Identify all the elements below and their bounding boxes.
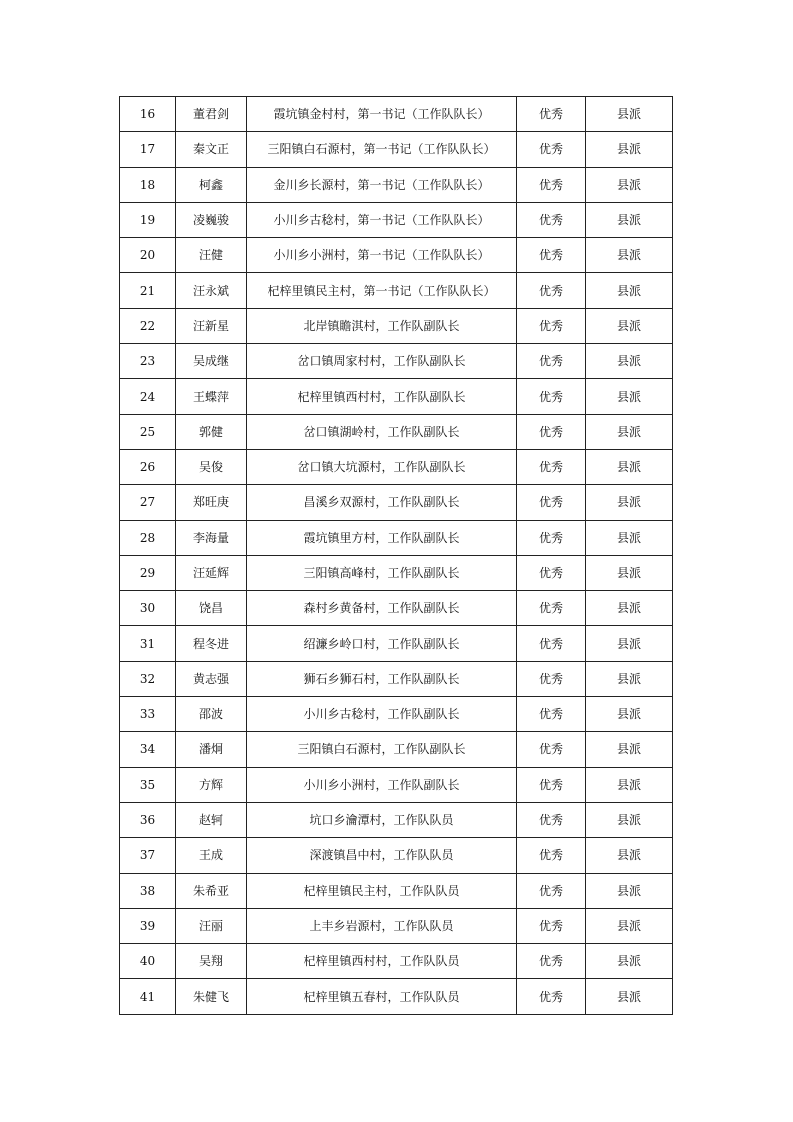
row-number-cell: 30	[120, 591, 176, 626]
table-row	[120, 308, 673, 343]
posting-cell: 三阳镇白石源村，工作队副队长	[247, 732, 517, 767]
person-name-cell: 李海量	[176, 520, 247, 555]
person-name-cell: 黄志强	[176, 661, 247, 696]
table-row	[120, 944, 673, 979]
evaluation-cell: 优秀	[517, 908, 586, 943]
row-number-cell: 20	[120, 238, 176, 273]
row-number-cell: 21	[120, 273, 176, 308]
row-number-cell: 40	[120, 944, 176, 979]
table-row	[120, 873, 673, 908]
table-row	[120, 697, 673, 732]
table-row	[120, 520, 673, 555]
dispatch-type-cell: 县派	[586, 308, 673, 343]
row-number-cell: 19	[120, 202, 176, 237]
posting-cell: 杞梓里镇西村村，工作队副队长	[247, 379, 517, 414]
person-name-cell: 朱健飞	[176, 979, 247, 1014]
row-number-cell: 26	[120, 449, 176, 484]
table-row	[120, 238, 673, 273]
evaluation-cell: 优秀	[517, 308, 586, 343]
row-number-cell: 37	[120, 838, 176, 873]
dispatch-type-cell: 县派	[586, 238, 673, 273]
evaluation-cell: 优秀	[517, 873, 586, 908]
dispatch-type-cell: 县派	[586, 132, 673, 167]
evaluation-cell: 优秀	[517, 132, 586, 167]
person-name-cell: 吴俊	[176, 449, 247, 484]
posting-cell: 岔口镇周家村村，工作队副队长	[247, 344, 517, 379]
table-row	[120, 732, 673, 767]
evaluation-cell: 优秀	[517, 238, 586, 273]
row-number-cell: 29	[120, 555, 176, 590]
table-row	[120, 591, 673, 626]
dispatch-type-cell: 县派	[586, 449, 673, 484]
evaluation-cell: 优秀	[517, 520, 586, 555]
posting-cell: 杞梓里镇民主村，工作队队员	[247, 873, 517, 908]
row-number-cell: 33	[120, 697, 176, 732]
posting-cell: 杞梓里镇民主村，第一书记（工作队队长）	[247, 273, 517, 308]
dispatch-type-cell: 县派	[586, 979, 673, 1014]
dispatch-type-cell: 县派	[586, 661, 673, 696]
person-name-cell: 潘炯	[176, 732, 247, 767]
row-number-cell: 16	[120, 97, 176, 132]
dispatch-type-cell: 县派	[586, 485, 673, 520]
dispatch-type-cell: 县派	[586, 344, 673, 379]
posting-cell: 杞梓里镇西村村，工作队队员	[247, 944, 517, 979]
evaluation-cell: 优秀	[517, 344, 586, 379]
evaluation-cell: 优秀	[517, 732, 586, 767]
table-row	[120, 273, 673, 308]
person-name-cell: 方辉	[176, 767, 247, 802]
person-name-cell: 赵轲	[176, 802, 247, 837]
row-number-cell: 28	[120, 520, 176, 555]
posting-cell: 杞梓里镇五春村，工作队队员	[247, 979, 517, 1014]
posting-cell: 岔口镇大坑源村，工作队副队长	[247, 449, 517, 484]
row-number-cell: 17	[120, 132, 176, 167]
dispatch-type-cell: 县派	[586, 591, 673, 626]
evaluation-cell: 优秀	[517, 273, 586, 308]
person-name-cell: 朱希亚	[176, 873, 247, 908]
posting-cell: 小川乡古稔村，第一书记（工作队队长）	[247, 202, 517, 237]
evaluation-cell: 优秀	[517, 449, 586, 484]
row-number-cell: 22	[120, 308, 176, 343]
person-name-cell: 秦文正	[176, 132, 247, 167]
posting-cell: 森村乡黄备村，工作队副队长	[247, 591, 517, 626]
posting-cell: 金川乡长源村，第一书记（工作队队长）	[247, 167, 517, 202]
table-row	[120, 97, 673, 132]
posting-cell: 上丰乡岩源村，工作队队员	[247, 908, 517, 943]
dispatch-type-cell: 县派	[586, 414, 673, 449]
posting-cell: 昌溪乡双源村，工作队副队长	[247, 485, 517, 520]
row-number-cell: 39	[120, 908, 176, 943]
row-number-cell: 31	[120, 626, 176, 661]
dispatch-type-cell: 县派	[586, 802, 673, 837]
table-row	[120, 344, 673, 379]
table-row	[120, 485, 673, 520]
dispatch-type-cell: 县派	[586, 167, 673, 202]
dispatch-type-cell: 县派	[586, 732, 673, 767]
person-name-cell: 董君剑	[176, 97, 247, 132]
posting-cell: 小川乡古稔村，工作队副队长	[247, 697, 517, 732]
posting-cell: 坑口乡瀹潭村，工作队队员	[247, 802, 517, 837]
evaluation-cell: 优秀	[517, 97, 586, 132]
person-name-cell: 汪丽	[176, 908, 247, 943]
table-row	[120, 979, 673, 1014]
table-row	[120, 449, 673, 484]
table-row	[120, 802, 673, 837]
evaluation-cell: 优秀	[517, 979, 586, 1014]
posting-cell: 深渡镇昌中村，工作队队员	[247, 838, 517, 873]
person-name-cell: 饶昌	[176, 591, 247, 626]
posting-cell: 三阳镇白石源村，第一书记（工作队队长）	[247, 132, 517, 167]
person-name-cell: 汪健	[176, 238, 247, 273]
person-name-cell: 汪延辉	[176, 555, 247, 590]
dispatch-type-cell: 县派	[586, 626, 673, 661]
posting-cell: 三阳镇高峰村，工作队副队长	[247, 555, 517, 590]
evaluation-cell: 优秀	[517, 555, 586, 590]
evaluation-cell: 优秀	[517, 379, 586, 414]
evaluation-cell: 优秀	[517, 661, 586, 696]
row-number-cell: 32	[120, 661, 176, 696]
posting-cell: 狮石乡狮石村，工作队副队长	[247, 661, 517, 696]
roster-table-body	[120, 97, 673, 1015]
evaluation-cell: 优秀	[517, 802, 586, 837]
evaluation-cell: 优秀	[517, 591, 586, 626]
evaluation-cell: 优秀	[517, 414, 586, 449]
table-row	[120, 414, 673, 449]
person-name-cell: 汪永斌	[176, 273, 247, 308]
dispatch-type-cell: 县派	[586, 767, 673, 802]
row-number-cell: 24	[120, 379, 176, 414]
person-name-cell: 王成	[176, 838, 247, 873]
dispatch-type-cell: 县派	[586, 273, 673, 308]
evaluation-cell: 优秀	[517, 167, 586, 202]
table-row	[120, 767, 673, 802]
table-row	[120, 202, 673, 237]
row-number-cell: 38	[120, 873, 176, 908]
posting-cell: 小川乡小洲村，第一书记（工作队队长）	[247, 238, 517, 273]
dispatch-type-cell: 县派	[586, 873, 673, 908]
roster-table	[119, 96, 673, 1015]
row-number-cell: 18	[120, 167, 176, 202]
posting-cell: 北岸镇瞻淇村，工作队副队长	[247, 308, 517, 343]
dispatch-type-cell: 县派	[586, 202, 673, 237]
row-number-cell: 41	[120, 979, 176, 1014]
dispatch-type-cell: 县派	[586, 555, 673, 590]
table-row	[120, 555, 673, 590]
evaluation-cell: 优秀	[517, 838, 586, 873]
person-name-cell: 吴成继	[176, 344, 247, 379]
table-row	[120, 626, 673, 661]
table-row	[120, 908, 673, 943]
evaluation-cell: 优秀	[517, 626, 586, 661]
posting-cell: 霞坑镇金村村，第一书记（工作队队长）	[247, 97, 517, 132]
dispatch-type-cell: 县派	[586, 944, 673, 979]
posting-cell: 绍濂乡岭口村，工作队副队长	[247, 626, 517, 661]
posting-cell: 霞坑镇里方村，工作队副队长	[247, 520, 517, 555]
row-number-cell: 34	[120, 732, 176, 767]
row-number-cell: 35	[120, 767, 176, 802]
evaluation-cell: 优秀	[517, 767, 586, 802]
row-number-cell: 25	[120, 414, 176, 449]
dispatch-type-cell: 县派	[586, 838, 673, 873]
person-name-cell: 吴翔	[176, 944, 247, 979]
evaluation-cell: 优秀	[517, 697, 586, 732]
posting-cell: 小川乡小洲村，工作队副队长	[247, 767, 517, 802]
table-row	[120, 379, 673, 414]
dispatch-type-cell: 县派	[586, 520, 673, 555]
person-name-cell: 邵波	[176, 697, 247, 732]
person-name-cell: 凌巍骏	[176, 202, 247, 237]
row-number-cell: 27	[120, 485, 176, 520]
posting-cell: 岔口镇湖岭村，工作队副队长	[247, 414, 517, 449]
dispatch-type-cell: 县派	[586, 379, 673, 414]
dispatch-type-cell: 县派	[586, 97, 673, 132]
table-row	[120, 132, 673, 167]
table-row	[120, 838, 673, 873]
dispatch-type-cell: 县派	[586, 697, 673, 732]
evaluation-cell: 优秀	[517, 202, 586, 237]
person-name-cell: 郑旺庚	[176, 485, 247, 520]
evaluation-cell: 优秀	[517, 944, 586, 979]
person-name-cell: 程冬进	[176, 626, 247, 661]
table-row	[120, 167, 673, 202]
table-row	[120, 661, 673, 696]
row-number-cell: 36	[120, 802, 176, 837]
row-number-cell: 23	[120, 344, 176, 379]
person-name-cell: 汪新星	[176, 308, 247, 343]
evaluation-cell: 优秀	[517, 485, 586, 520]
person-name-cell: 郭健	[176, 414, 247, 449]
dispatch-type-cell: 县派	[586, 908, 673, 943]
person-name-cell: 王蝶萍	[176, 379, 247, 414]
person-name-cell: 柯鑫	[176, 167, 247, 202]
